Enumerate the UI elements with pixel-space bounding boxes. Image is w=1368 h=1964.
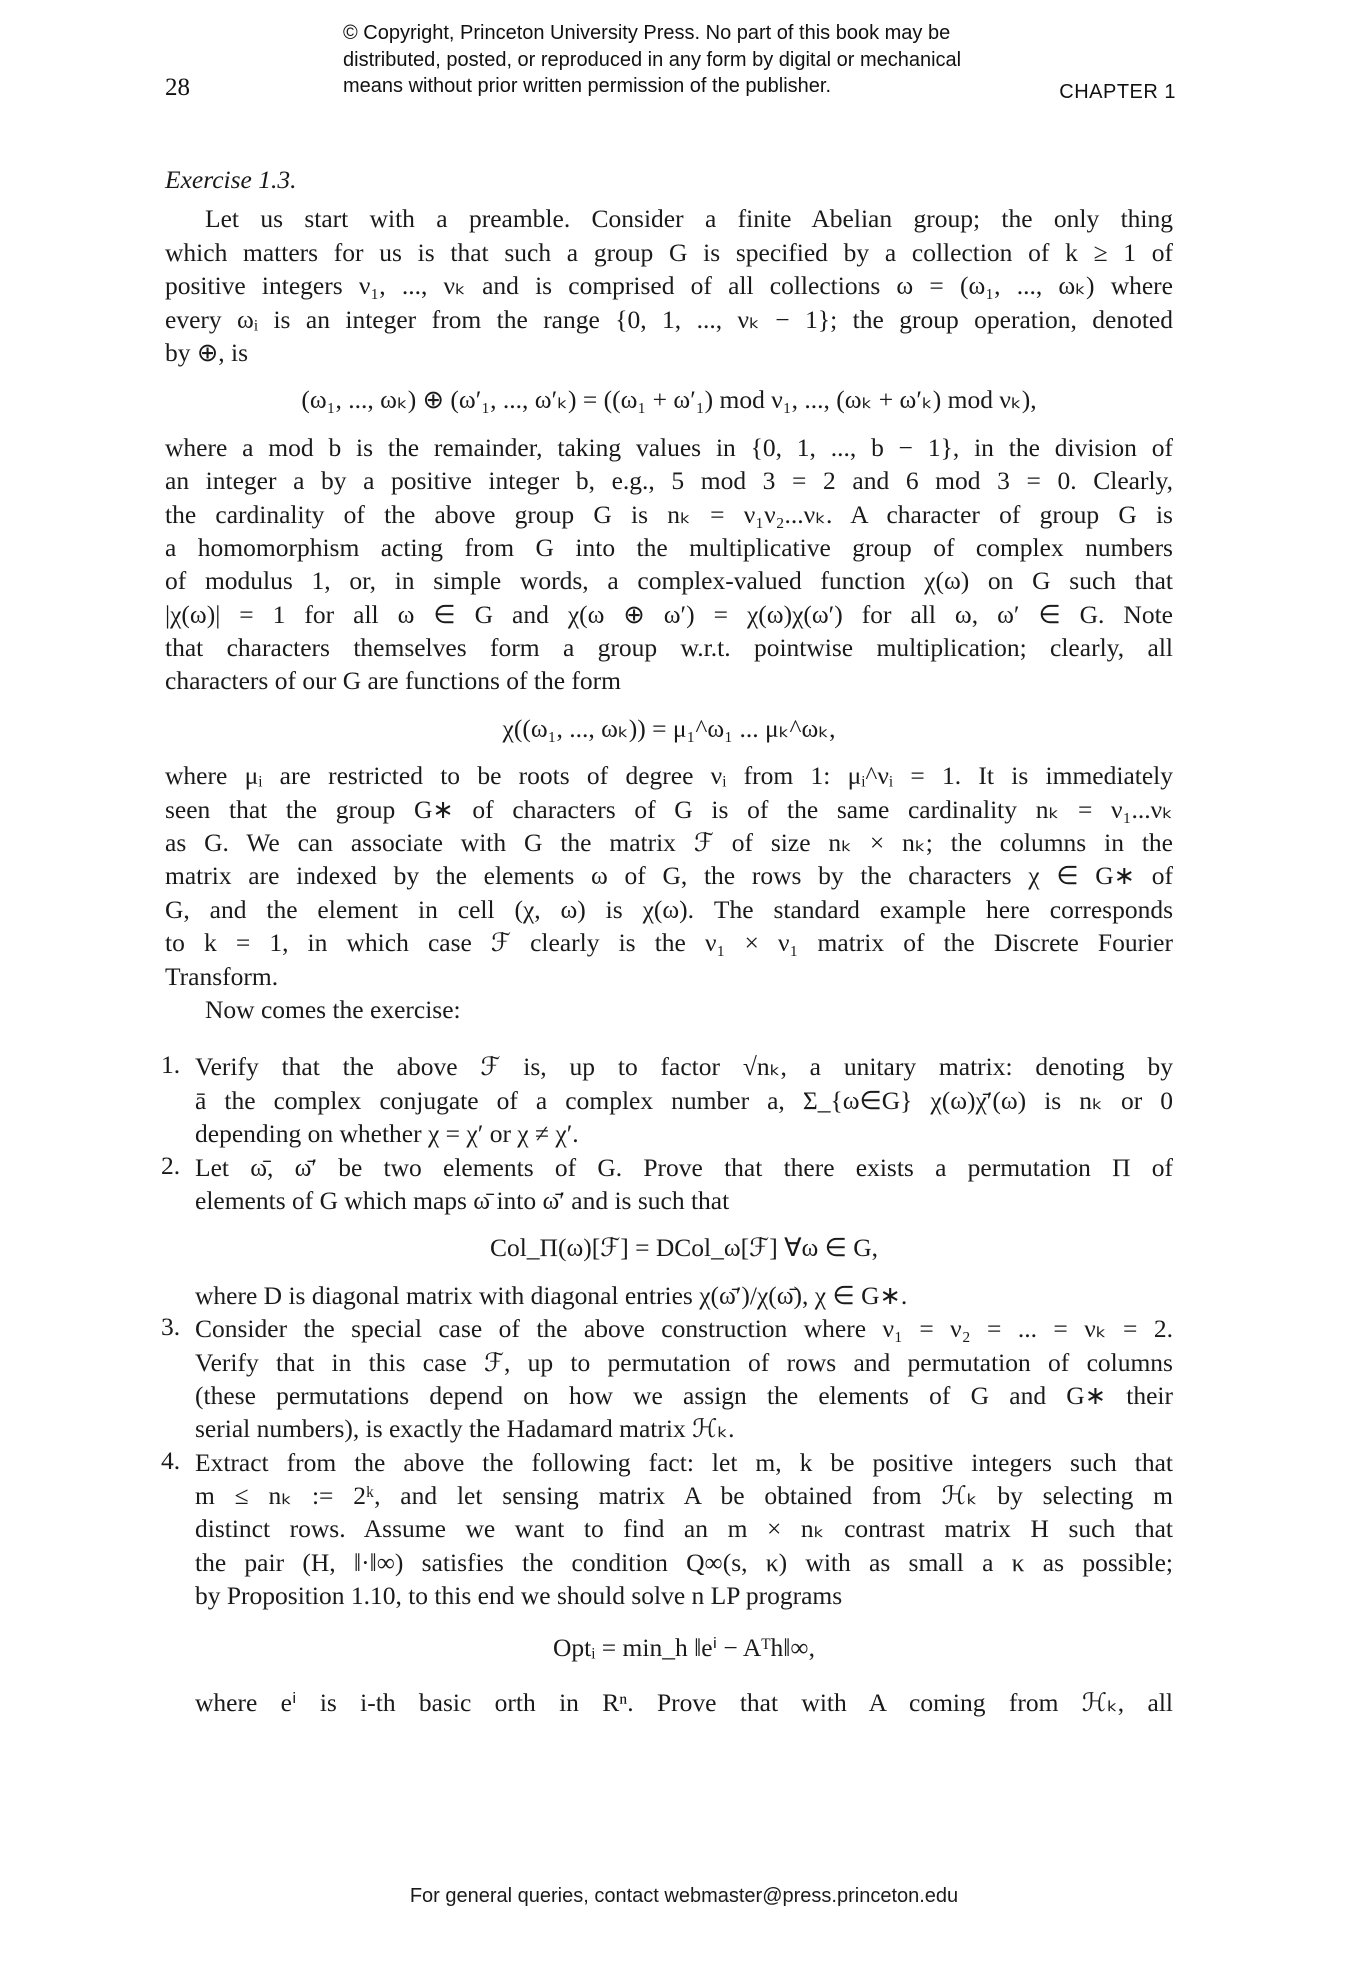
text-line: where a mod b is the remainder, taking values in {0, 1, ..., b − 1}, in the division of bbox=[165, 432, 1173, 462]
text-line: Verify that in this case ℱ, up to permutation of rows and permutation of columns bbox=[195, 1347, 1173, 1377]
text-line: seen that the group G∗ of characters of G is of the same cardinality nₖ = ν₁...νₖ bbox=[165, 794, 1173, 824]
text-line: the pair (H, ‖·‖∞) satisfies the condition Q∞(s, κ) with as small a κ as possible; bbox=[195, 1547, 1173, 1577]
item-number: 1. bbox=[161, 1050, 181, 1080]
item-number: 3. bbox=[161, 1312, 181, 1342]
text-line: characters of our G are functions of the form bbox=[165, 666, 621, 696]
chapter-heading: CHAPTER 1 bbox=[1059, 81, 1176, 103]
text-line: distinct rows. Assume we want to find an m × nₖ contrast matrix H such that bbox=[195, 1514, 1173, 1544]
text-line: m ≤ nₖ := 2ᵏ, and let sensing matrix A be obtained from ℋₖ by selecting m bbox=[195, 1481, 1173, 1511]
display-equation: χ((ω₁, ..., ωₖ)) = μ₁^ω₁ ... μₖ^ωₖ, bbox=[502, 713, 836, 743]
text-line: serial numbers), is exactly the Hadamard matrix ℋₖ. bbox=[195, 1414, 735, 1444]
exercise-item-2 bbox=[161, 1150, 1173, 1313]
text-line: by Proposition 1.10, to this end we should solve n LP programs bbox=[195, 1581, 843, 1611]
text-line: Let ω̄, ω̄′ be two elements of G. Prove that there exists a permutation Π of bbox=[195, 1152, 1173, 1182]
text-line: to k = 1, in which case ℱ clearly is the ν₁ × ν₁ matrix of the Discrete Fourier bbox=[165, 928, 1173, 958]
text-line: |χ(ω)| = 1 for all ω ∈ G and χ(ω ⊕ ω′) = χ(ω)χ(ω′) for all ω, ω′ ∈ G. Note bbox=[165, 599, 1173, 629]
item-number: 2. bbox=[161, 1150, 181, 1180]
display-equation: Optᵢ = min_h ‖eⁱ − Aᵀh‖∞, bbox=[553, 1632, 815, 1662]
text-line: Verify that the above ℱ is, up to factor √nₖ, a unitary matrix: denoting by bbox=[195, 1052, 1173, 1082]
copyright-line: means without prior written permission of the publisher. bbox=[343, 75, 832, 98]
item-number: 4. bbox=[161, 1445, 181, 1475]
text-line: Let us start with a preamble. Consider a finite Abelian group; the only thing bbox=[205, 204, 1173, 234]
exercise-item-3 bbox=[161, 1312, 1173, 1446]
text-line: an integer a by a positive integer b, e.g., 5 mod 3 = 2 and 6 mod 3 = 0. Clearly, bbox=[165, 466, 1173, 496]
text-line: every ωᵢ is an integer from the range {0, 1, ..., νₖ − 1}; the group operation, denoted bbox=[165, 304, 1173, 334]
display-equation: Col_Π(ω)[ℱ] = DCol_ω[ℱ] ∀ω ∈ G, bbox=[489, 1233, 879, 1263]
text-line: where μᵢ are restricted to be roots of degree νᵢ from 1: μᵢ^νᵢ = 1. It is immediately bbox=[165, 761, 1173, 791]
text-line: depending on whether χ = χ′ or χ ≠ χ′. bbox=[195, 1119, 579, 1149]
text-line: as G. We can associate with G the matrix ℱ of size nₖ × nₖ; the columns in the bbox=[165, 828, 1173, 858]
exercise-title: Exercise 1.3. bbox=[165, 165, 297, 194]
text-line: that characters themselves form a group w.r.t. pointwise multiplication; clearly, all bbox=[165, 633, 1173, 663]
copyright-line: © Copyright, Princeton University Press. No part of this book may be bbox=[343, 22, 951, 44]
exercise-item-4 bbox=[161, 1445, 1173, 1720]
text-line: where D is diagonal matrix with diagonal entries χ(ω̄′)/χ(ω̄), χ ∈ G∗. bbox=[195, 1280, 908, 1310]
copyright-notice bbox=[343, 20, 961, 100]
display-equation: (ω₁, ..., ωₖ) ⊕ (ω′₁, ..., ω′ₖ) = ((ω₁ + ω′₁) mod ν₁, ..., (ωₖ + ω′ₖ) mod νₖ), bbox=[301, 385, 1037, 415]
text-line: which matters for us is that such a group G is specified by a collection of k ≥ 1 of bbox=[165, 237, 1173, 267]
text-line: the cardinality of the above group G is nₖ = ν₁ν₂...νₖ. A character of group G is bbox=[165, 499, 1173, 529]
text-line: where eⁱ is i-th basic orth in Rⁿ. Prove that with A coming from ℋₖ, all bbox=[195, 1688, 1173, 1718]
text-line: of modulus 1, or, in simple words, a complex-valued function χ(ω) on G such that bbox=[165, 566, 1173, 596]
copyright-line: distributed, posted, or reproduced in any form by digital or mechanical bbox=[343, 48, 962, 71]
text-line: positive integers ν₁, ..., νₖ and is comprised of all collections ω = (ω₁, ..., ωₖ) where bbox=[165, 271, 1173, 301]
page-body bbox=[161, 163, 1173, 1719]
text-line: elements of G which maps ω̄ into ω̄′ and is such that bbox=[195, 1185, 730, 1215]
text-line: by ⊕, is bbox=[165, 337, 248, 367]
text-line: Now comes the exercise: bbox=[205, 994, 461, 1024]
text-line: (these permutations depend on how we assign the elements of G and G∗ their bbox=[195, 1380, 1173, 1410]
text-line: Extract from the above the following fact: let m, k be positive integers such that bbox=[195, 1447, 1173, 1477]
text-line: ā the complex conjugate of a complex number a, Σ_{ω∈G} χ(ω)χ̄′(ω) is nₖ or 0 bbox=[195, 1085, 1173, 1115]
text-line: Transform. bbox=[165, 961, 279, 991]
text-line: Consider the special case of the above construction where ν₁ = ν₂ = ... = νₖ = 2. bbox=[195, 1314, 1173, 1344]
text-line: matrix are indexed by the elements ω of G, the rows by the characters χ ∈ G∗ of bbox=[165, 861, 1173, 891]
text-line: a homomorphism acting from G into the multiplicative group of complex numbers bbox=[165, 532, 1173, 562]
footer-contact: For general queries, contact webmaster@press.princeton.edu bbox=[409, 1885, 959, 1907]
exercise-item-1 bbox=[161, 1050, 1173, 1150]
page-number: 28 bbox=[165, 74, 190, 101]
text-line: G, and the element in cell (χ, ω) is χ(ω). The standard example here corresponds bbox=[165, 894, 1173, 924]
